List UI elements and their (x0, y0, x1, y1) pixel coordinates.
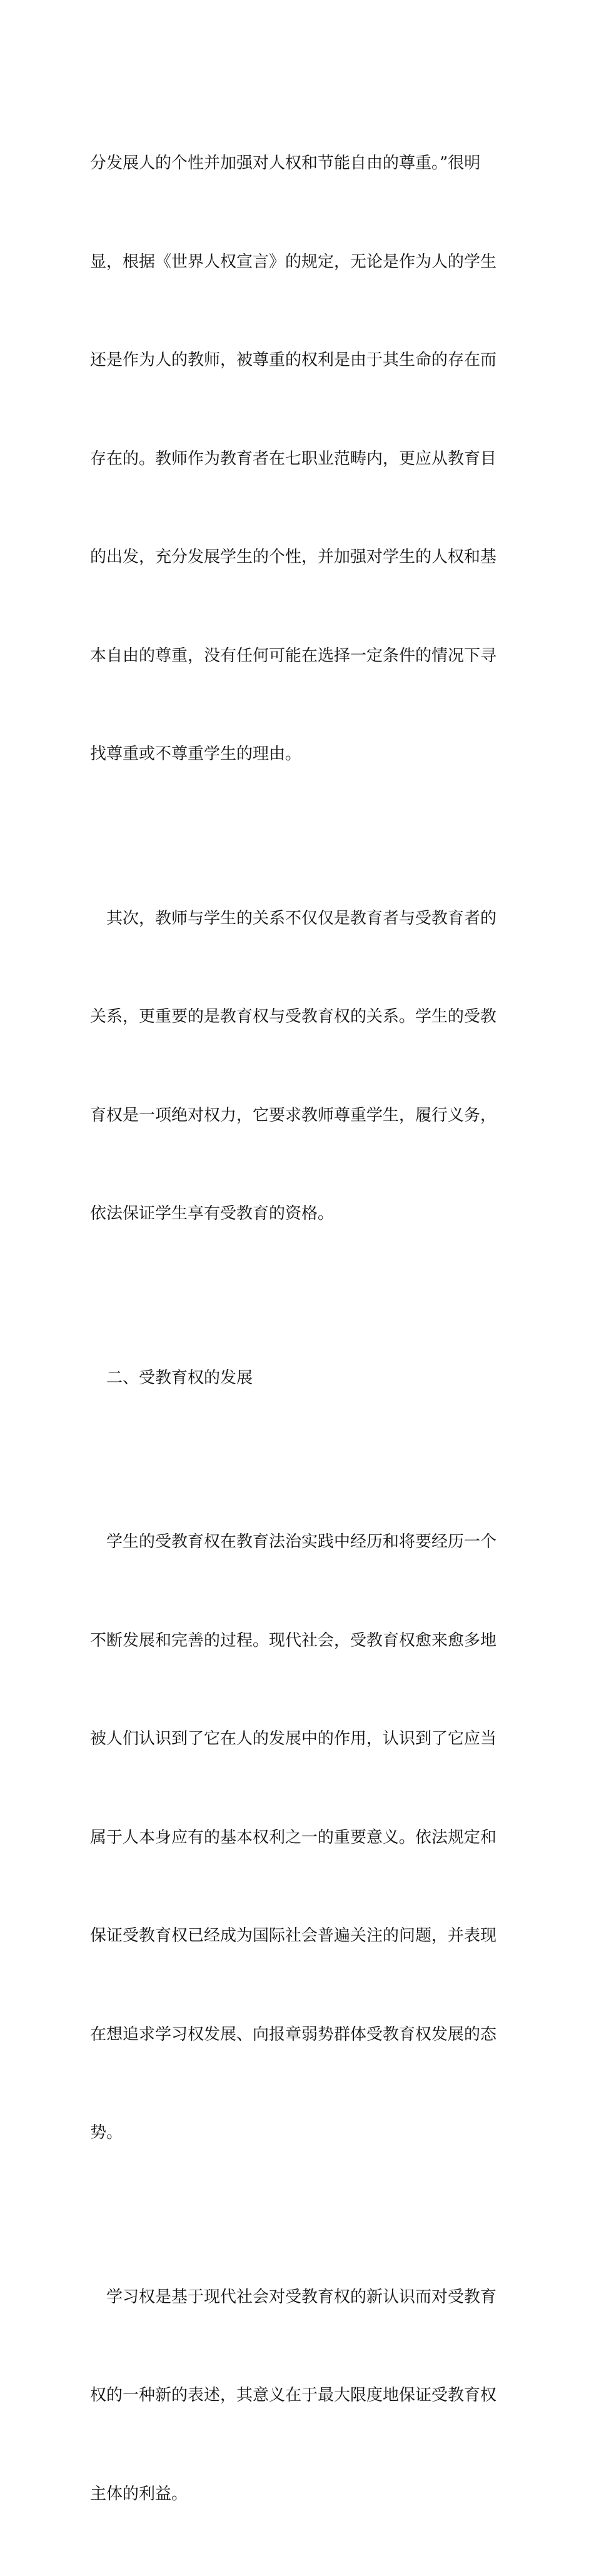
text-line: 找尊重或不尊重学生的理由。 (90, 738, 505, 771)
text-line: 学习权是基于现代社会对受教育权的新认识而对受教育 (90, 2281, 505, 2314)
text-line: 其次，教师与学生的关系不仅仅是教育者与受教育者的 (90, 902, 505, 935)
paragraph-2 (90, 837, 505, 1296)
text-line: 权的一种新的表述，其意义在于最大限度地保证受教育权 (90, 2379, 505, 2412)
text-line: 主体的利益。 (90, 2478, 505, 2511)
text-line: 属于人本身应有的基本权利之一的重要意义。依法规定和 (90, 1821, 505, 1854)
section-heading (90, 1296, 505, 1461)
text-line: 势。 (90, 2116, 505, 2150)
text-line: 存在的。教师作为教育者在七职业范畴内，更应从教育目 (90, 443, 505, 476)
text-line: 被人们认识到了它在人的发展中的作用，认识到了它应当 (90, 1723, 505, 1756)
text-line: 显，根据《世界人权宣言》的规定，无论是作为人的学生 (90, 246, 505, 279)
text-line: 分发展人的个性并加强对人权和节能自由的尊重。”很明 (90, 147, 505, 180)
text-line: 本自由的尊重，没有任何可能在选择一定条件的情况下寻 (90, 640, 505, 673)
paragraph-4 (90, 2215, 505, 2576)
text-line: 的出发，充分发展学生的个性，并加强对学生的人权和基 (90, 541, 505, 574)
text-line: 保证受教育权已经成为国际社会普遍关注的问题，并表现 (90, 1919, 505, 1953)
heading-line: 二、受教育权的发展 (90, 1362, 505, 1395)
text-line: 学生的受教育权在教育法治实践中经历和将要经历一个 (90, 1526, 505, 1559)
text-line: 关系，更重要的是教育权与受教育权的关系。学生的受教 (90, 1000, 505, 1034)
text-line: 依法保证学生享有受教育的资格。 (90, 1197, 505, 1230)
paragraph-1 (90, 81, 505, 837)
paragraph-3 (90, 1460, 505, 2215)
text-line: 不断发展和完善的过程。现代社会，受教育权愈来愈多地 (90, 1624, 505, 1658)
text-line: 在想追求学习权发展、向报章弱势群体受教育权发展的态 (90, 2018, 505, 2051)
text-line: 还是作为人的教师，被尊重的权利是由于其生命的存在而 (90, 344, 505, 377)
document-page (0, 0, 594, 840)
document-body (90, 81, 505, 2576)
text-line: 育权是一项绝对权力，它要求教师尊重学生，履行义务， (90, 1099, 505, 1132)
